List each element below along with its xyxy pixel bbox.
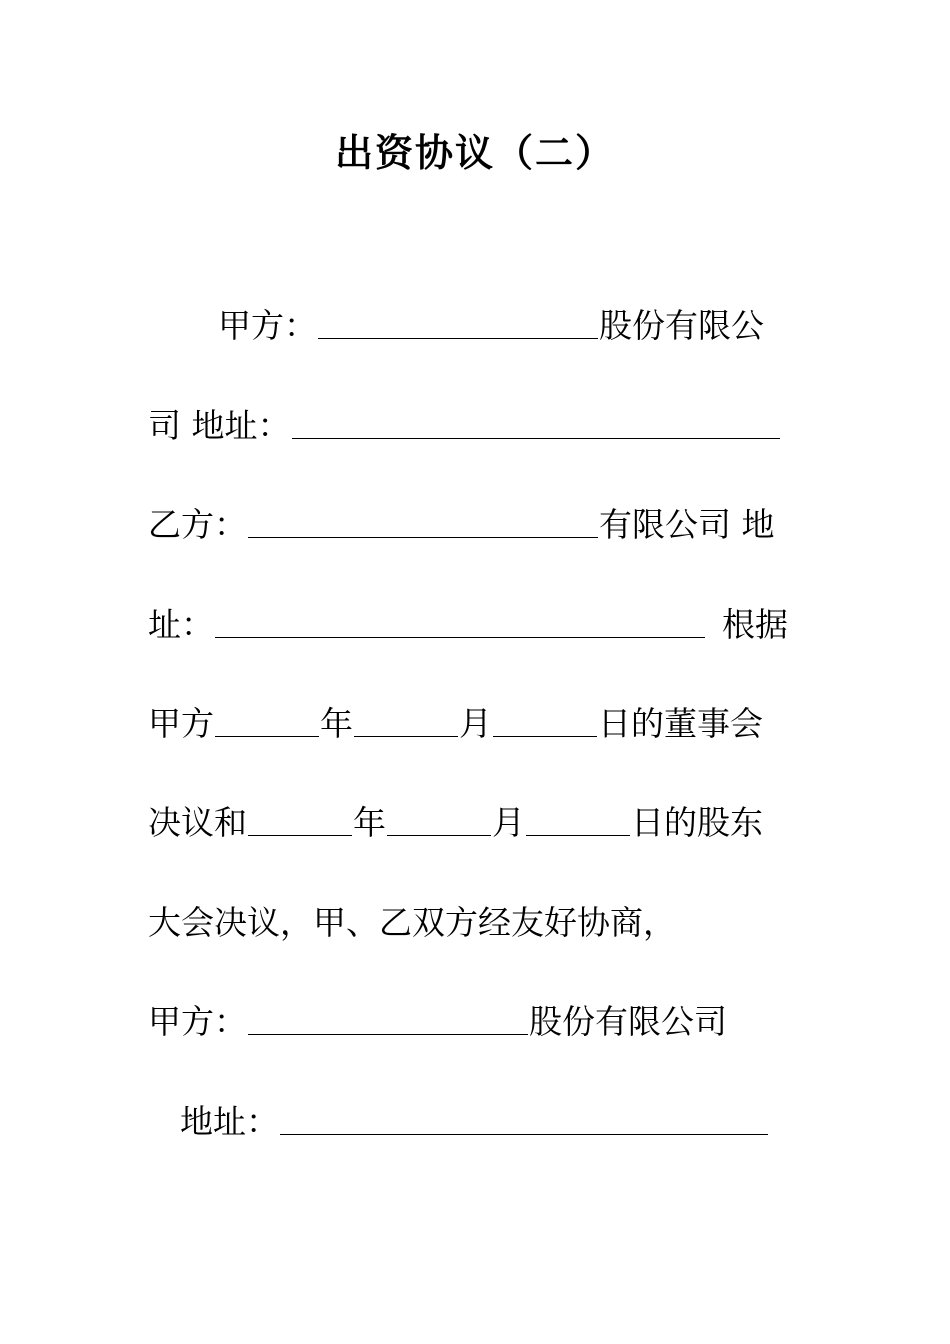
shareholder-month-blank[interactable] bbox=[387, 805, 491, 836]
party-a-label-2: 甲方： bbox=[148, 1002, 247, 1041]
party-a-repeat-line bbox=[148, 1000, 808, 1044]
year-label: 年 bbox=[353, 803, 386, 842]
party-a-address-blank[interactable] bbox=[292, 408, 780, 439]
board-resolution-text: 日的董事会 bbox=[598, 704, 763, 743]
party-b-suffix: 有限公司 地 bbox=[599, 505, 775, 544]
negotiation-text: 大会决议，甲、乙双方经友好协商， bbox=[148, 903, 676, 942]
party-b-address-label: 址： bbox=[148, 605, 214, 644]
shareholder-year-blank[interactable] bbox=[248, 805, 352, 836]
shareholder-day-blank[interactable] bbox=[526, 805, 630, 836]
negotiation-line bbox=[148, 901, 808, 945]
party-a-name-blank-2[interactable] bbox=[248, 1004, 528, 1035]
month-label: 月 bbox=[459, 704, 492, 743]
resolution-and-text: 决议和 bbox=[148, 803, 247, 842]
party-a-line bbox=[148, 304, 808, 348]
shareholder-text: 日的股东 bbox=[631, 803, 763, 842]
document-title: 出资协议（二） bbox=[334, 130, 615, 175]
party-a-ref: 甲方 bbox=[148, 704, 214, 743]
party-a-address-repeat-line bbox=[148, 1100, 808, 1144]
party-a-address-label: 司 地址： bbox=[148, 406, 291, 445]
party-a-name-blank[interactable] bbox=[318, 308, 598, 339]
party-a-suffix-2: 股份有限公司 bbox=[529, 1002, 727, 1041]
party-a-suffix: 股份有限公 bbox=[599, 306, 764, 345]
month-label: 月 bbox=[492, 803, 525, 842]
party-b-line bbox=[148, 503, 808, 547]
board-day-blank[interactable] bbox=[493, 706, 597, 737]
party-b-label: 乙方： bbox=[148, 505, 247, 544]
party-a-label: 甲方： bbox=[218, 306, 317, 345]
year-label: 年 bbox=[320, 704, 353, 743]
board-resolution-line bbox=[148, 702, 808, 746]
according-to-text: 根据 bbox=[722, 605, 788, 644]
board-year-blank[interactable] bbox=[215, 706, 319, 737]
party-a-address-line bbox=[148, 404, 808, 448]
party-b-address-blank[interactable] bbox=[215, 607, 705, 638]
party-b-address-line bbox=[148, 603, 808, 647]
address-blank-2[interactable] bbox=[280, 1104, 768, 1135]
address-label-2: 地址： bbox=[180, 1102, 279, 1141]
shareholder-resolution-line bbox=[148, 801, 808, 845]
board-month-blank[interactable] bbox=[354, 706, 458, 737]
party-b-name-blank[interactable] bbox=[248, 507, 598, 538]
